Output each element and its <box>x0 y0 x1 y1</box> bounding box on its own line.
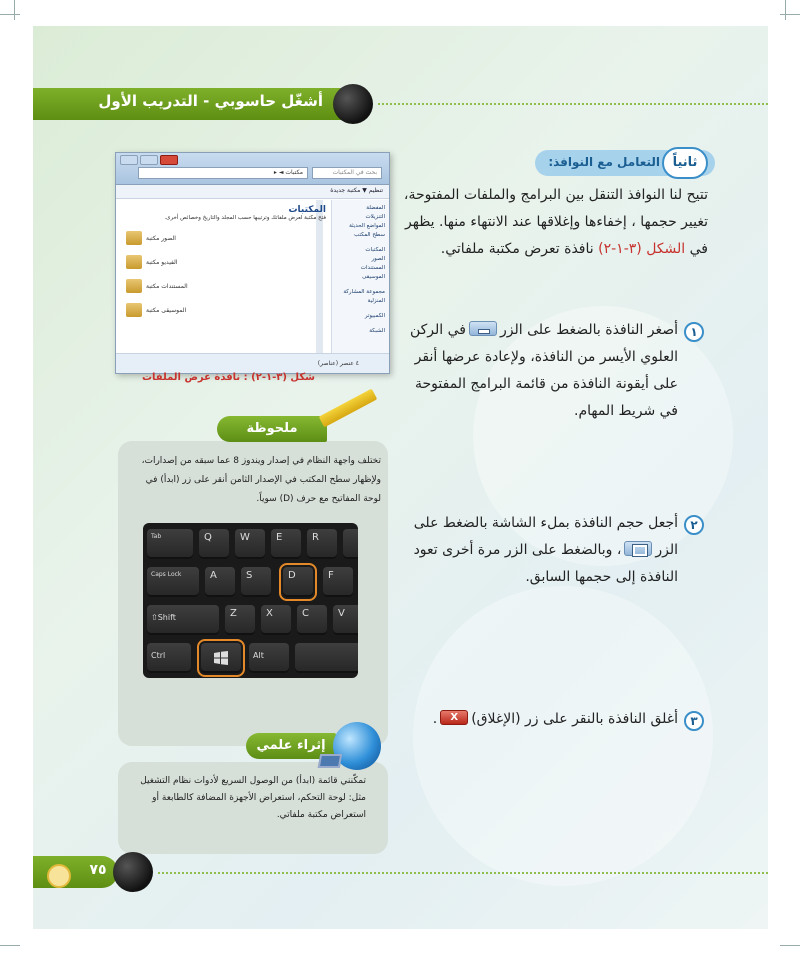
section-intro <box>400 182 708 263</box>
key-r: R <box>307 529 337 559</box>
explorer-status: ٤ عنصر (عناصر) <box>116 353 389 373</box>
intro-figure-ref: الشكل (٣-١-٢) <box>598 241 686 257</box>
maximize-button-icon <box>624 541 652 556</box>
key-alt: Alt <box>249 643 289 673</box>
key-f: F <box>323 567 353 597</box>
key-e: E <box>271 529 301 559</box>
key-shift: ⇧Shift <box>147 605 219 635</box>
step-3-text <box>400 706 678 733</box>
step-text: . <box>432 711 438 727</box>
close-button-icon: X <box>440 710 468 725</box>
key-x: X <box>261 605 291 635</box>
explorer-toolbar: تنظيم ▼ مكتبة جديدة <box>116 185 389 199</box>
key-z: Z <box>225 605 255 635</box>
explorer-main-title: المكتبات <box>288 205 326 215</box>
footer-knob <box>113 852 153 892</box>
intro-text: تتيح لنا النوافذ التنقل بين البرامج والملفات المفتوحة، تغيير حجمها ، إخفاءها وإغلاقها عند الانتهاء منها. يظهر في <box>403 187 708 257</box>
key-w: W <box>235 529 265 559</box>
key-t <box>343 529 358 559</box>
explorer-nav-pane <box>331 200 389 365</box>
explorer-close-icon <box>160 155 178 165</box>
page <box>33 26 768 929</box>
key-windows-highlighted <box>201 643 241 673</box>
step-text: أغلق النافذة بالنقر على زر (الإغلاق) <box>471 711 678 727</box>
library-label: الفيديو مكتبة <box>146 258 178 266</box>
section-badge: ثانياً <box>662 147 708 179</box>
library-item <box>126 303 326 317</box>
key-s: S <box>241 567 271 597</box>
pencil-icon <box>319 389 378 428</box>
step-text: في الركن العلوي الأيسر من النافذة، ولإعادة عرضها أنقر على أيقونة النافذة من قائمة البرامج المفتوحة في شريط المهام. <box>409 322 678 419</box>
library-folder-icon <box>126 231 142 245</box>
publisher-logo-icon <box>47 864 71 888</box>
nav-item: الشبكة <box>369 328 385 334</box>
key-c: C <box>297 605 327 635</box>
nav-item: الموسيقى <box>362 274 385 280</box>
key-a: A <box>205 567 235 597</box>
library-item <box>126 231 326 245</box>
nav-item: المواضع الحديثة <box>349 223 385 229</box>
note-text: تختلف واجهة النظام في إصدار ويندوز 8 عما سبقه من إصدارات، ولإظهار سطح المكتب في الإصدار الثامن أنقر على زر (ابدأ) في لوحة المفاتيح مع حرف (D) سوياً. <box>141 456 381 504</box>
explorer-minimize-icon <box>120 155 138 165</box>
key-ctrl: Ctrl <box>147 643 191 673</box>
explorer-maximize-icon <box>140 155 158 165</box>
library-folder-icon <box>126 279 142 293</box>
windows-logo-icon <box>213 651 229 665</box>
explorer-address: مكتبات ◄ ▸ <box>138 167 308 179</box>
explorer-titlebar <box>116 153 389 185</box>
library-item <box>126 255 326 269</box>
step-text: ، وبالضغط على الزر مرة أخرى تعود النافذة إلى حجمها السابق. <box>413 542 678 585</box>
nav-item: مجموعة المشاركة المنزلية <box>343 289 385 304</box>
header-title: أشغّل حاسوبي - التدريب الأول <box>98 92 323 110</box>
step-number: ٢ <box>684 515 704 535</box>
nav-item: المفضلة <box>366 205 385 211</box>
note-label: ملحوظة <box>217 416 327 442</box>
library-folder-icon <box>126 255 142 269</box>
key-d-highlighted: D <box>283 567 313 597</box>
intro-text-end: نافذة تعرض مكتبة ملفاتي. <box>440 241 599 257</box>
laptop-icon <box>318 754 342 768</box>
figure-caption: شكل (٣-١-٢) : نافذة عرض الملفات <box>142 372 315 383</box>
step-text: أصغر النافذة بالضغط على الزر <box>500 322 678 338</box>
key-space <box>295 643 358 673</box>
library-label: المستندات مكتبة <box>146 282 188 290</box>
library-label: الصور مكتبة <box>146 234 176 242</box>
explorer-window-figure <box>115 152 390 374</box>
nav-item: الكمبيوتر <box>364 313 385 319</box>
explorer-main-desc: فتح مكتبة لعرض ملفاتك وترتيبها حسب المجلد والتاريخ وخصائص أخرى. <box>164 215 326 221</box>
step-2-text <box>400 510 678 591</box>
nav-item: المستندات <box>360 265 385 271</box>
step-text: أجعل حجم النافذة بملء الشاشة بالضغط على الزر <box>413 515 678 558</box>
header-dotted-line <box>378 103 768 105</box>
page-number: ٧٥ <box>89 862 107 878</box>
library-label: الموسيقى مكتبة <box>146 306 187 314</box>
explorer-search: بحث في المكتبات <box>312 167 382 179</box>
header-knob <box>333 84 373 124</box>
keyboard-photo <box>143 523 358 678</box>
key-caps-lock: Caps Lock <box>147 567 199 597</box>
nav-item: سطح المكتب <box>354 232 385 238</box>
minimize-button-icon <box>469 321 497 336</box>
nav-item: الصور <box>371 256 385 262</box>
step-number: ١ <box>684 322 704 342</box>
library-item <box>126 279 326 293</box>
key-q: Q <box>199 529 229 559</box>
footer-dotted-line <box>158 872 768 874</box>
enrichment-text: تمكّنني قائمة (ابدأ) من الوصول السريع لأدوات نظام التشغيل مثل: لوحة التحكم، استعراض الأجهزة المضافة كالطابعة أو استعراض مكتبة ملفاتي. <box>140 776 366 820</box>
explorer-main <box>126 205 326 355</box>
decor-circle <box>413 586 713 886</box>
nav-item: التنزيلات <box>365 214 385 220</box>
key-v: V <box>333 605 358 635</box>
library-folder-icon <box>126 303 142 317</box>
key-tab: Tab <box>147 529 193 559</box>
nav-item: المكتبات <box>365 247 385 253</box>
step-1-text <box>400 317 678 425</box>
step-number: ٣ <box>684 711 704 731</box>
section-title: التعامل مع النوافذ: <box>548 155 660 169</box>
enrichment-label: إثراء علمي <box>246 733 336 759</box>
